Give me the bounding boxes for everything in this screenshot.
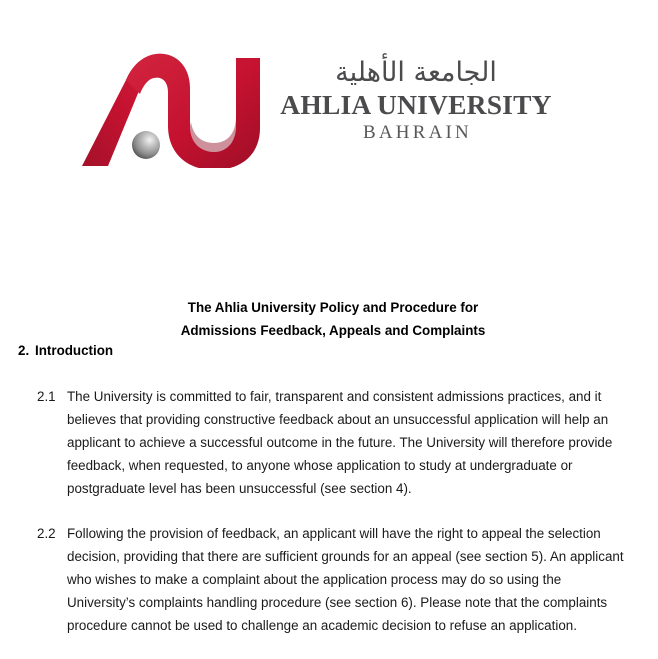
logo-sphere-icon — [132, 131, 160, 159]
logo-wordmark — [276, 56, 556, 146]
document-title — [0, 296, 658, 342]
clause-list — [0, 385, 658, 659]
clause-2-1 — [0, 385, 658, 500]
logo-latin-name: AHLIA UNIVERSITY — [280, 89, 552, 120]
clause-number: 2.1 — [37, 389, 56, 404]
document-title-line-1: The Ahlia University Policy and Procedure for — [187, 300, 479, 315]
clause-number: 2.2 — [37, 526, 56, 541]
logo-container — [78, 48, 558, 173]
logo-arabic-name: الجامعة الأهلية — [335, 57, 497, 88]
section-number: 2. — [18, 343, 30, 358]
clause-text: The University is committed to fair, transparent and consistent admissions practices, and it believes that providing constructive feedback about an unsuccessful application will help an applicant to achieve a successful outcome in the future. The University will therefore provide feedback, when requested, to anyone whose application to study at undergraduate or postgraduate level has been unsuccessful (see section 4). — [67, 389, 613, 496]
clause-2-2 — [0, 522, 658, 637]
section-label: Introduction — [35, 343, 114, 358]
document-title-line-2: Admissions Feedback, Appeals and Complaints — [180, 323, 486, 338]
clause-text: Following the provision of feedback, an applicant will have the right to appeal the selection decision, providing that there are sufficient grounds for an appeal (see section 5). An applicant who wishes to make a complaint about the application process may do so using the University’s complaints handling procedure (see section 6). Please note that the complaints procedure cannot be used to challenge an academic decision to refuse an application. — [67, 526, 624, 633]
section-heading-introduction — [18, 343, 113, 358]
document-header-logo — [0, 0, 658, 200]
logo-country-name: BAHRAIN — [363, 122, 472, 143]
au-monogram-icon — [78, 48, 263, 168]
